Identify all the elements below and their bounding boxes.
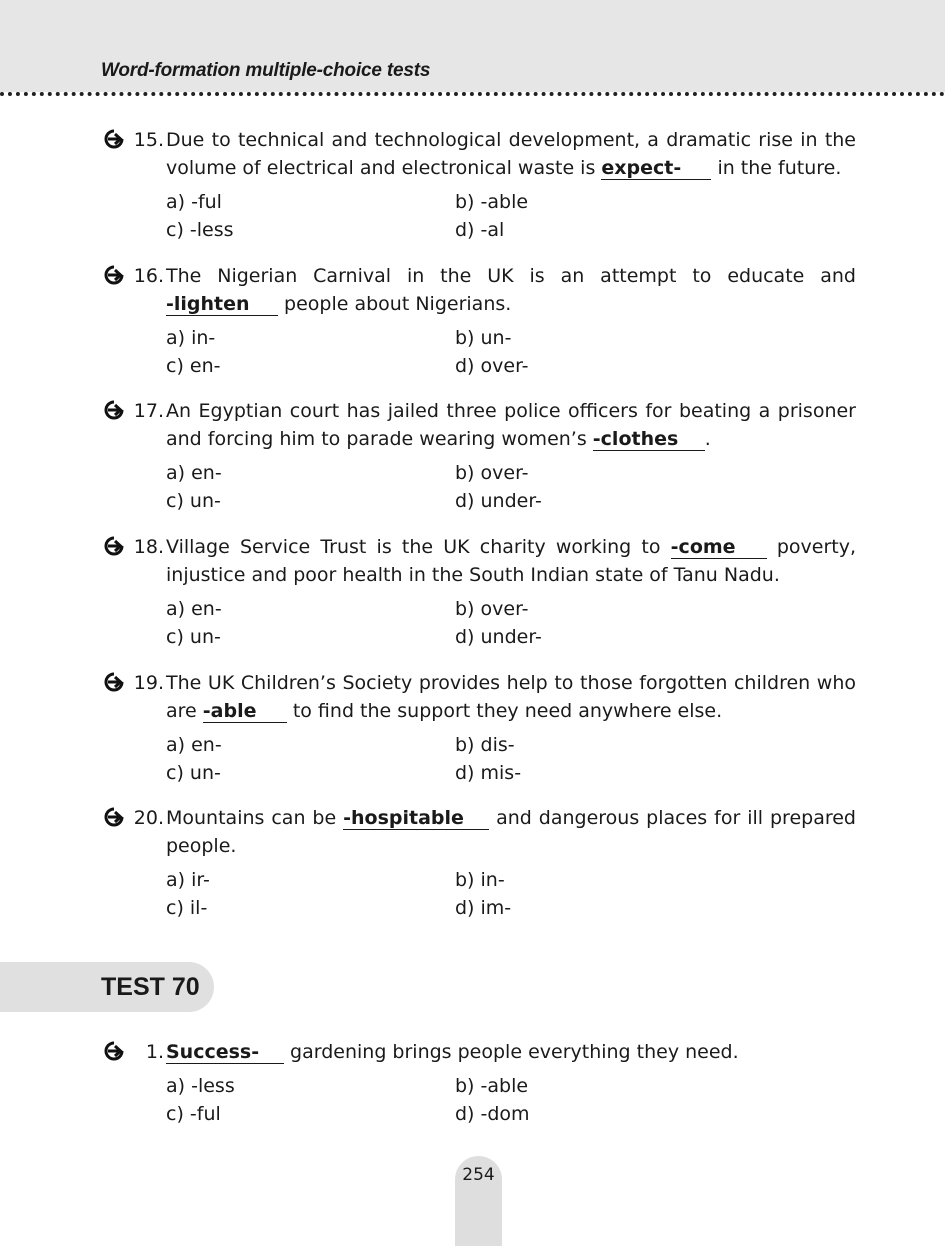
option-d[interactable]: d) over- (455, 355, 529, 377)
answer-gap: -lighten (166, 293, 278, 316)
question-number: 19. (133, 672, 164, 694)
question-text: Mountains can be -hospitable and dangerous places for ill prepared people. (166, 807, 856, 857)
header-title: Word-formation multiple-choice tests (101, 60, 431, 81)
arrow-bullet-icon (103, 535, 125, 557)
option-c[interactable]: c) un- (166, 626, 221, 648)
answer-gap: -hospitable (343, 807, 489, 830)
option-c[interactable]: c) -less (166, 219, 234, 241)
option-b[interactable]: b) un- (455, 327, 512, 349)
option-b[interactable]: b) -able (455, 1075, 529, 1097)
option-a[interactable]: a) -less (166, 1075, 235, 1097)
question-text: Due to technical and technological development, a dramatic rise in the volume of electrical and electronical waste is expect- in the future. (166, 129, 856, 179)
question-text: Village Service Trust is the UK charity working to -come poverty, injustice and poor health in the South Indian state of Tanu Nadu. (166, 536, 857, 586)
arrow-bullet-icon (103, 806, 125, 828)
option-c[interactable]: c) un- (166, 490, 221, 512)
option-a[interactable]: a) en- (166, 734, 222, 756)
test-title: TEST 70 (101, 973, 200, 1001)
answer-gap: -clothes (593, 428, 705, 451)
option-b[interactable]: b) -able (455, 191, 529, 213)
question-number: 16. (133, 265, 164, 287)
question-number: 15. (133, 129, 164, 151)
question-text: The UK Children’s Society provides help to those forgotten children who are -able to find the support they need anywhere else. (166, 672, 856, 722)
question-text: The Nigerian Carnival in the UK is an attempt to educate and -lighten people about Nigerians. (166, 265, 856, 315)
answer-gap: Success- (166, 1041, 284, 1064)
option-c[interactable]: c) un- (166, 762, 221, 784)
arrow-bullet-icon (103, 264, 125, 286)
question-number: 20. (133, 807, 164, 829)
option-c[interactable]: c) il- (166, 897, 208, 919)
option-d[interactable]: d) under- (455, 626, 542, 648)
option-b[interactable]: b) dis- (455, 734, 515, 756)
header-divider (0, 92, 945, 96)
option-a[interactable]: a) en- (166, 462, 222, 484)
arrow-bullet-icon (103, 399, 125, 421)
option-b[interactable]: b) over- (455, 462, 529, 484)
answer-gap: -able (203, 700, 287, 723)
option-b[interactable]: b) over- (455, 598, 529, 620)
question-text: An Egyptian court has jailed three police officers for beating a prisoner and forcing him to parade wearing women’s -clothes . (166, 400, 856, 450)
option-a[interactable]: a) ir- (166, 869, 210, 891)
option-d[interactable]: d) im- (455, 897, 512, 919)
question-number: 17. (133, 400, 164, 422)
question-number: 18. (133, 536, 164, 558)
question-number: 1. (145, 1041, 164, 1063)
arrow-bullet-icon (103, 128, 125, 150)
question-text: Success- gardening brings people everything they need. (166, 1041, 739, 1063)
page-number: 254 (462, 1165, 495, 1185)
option-c[interactable]: c) en- (166, 355, 221, 377)
option-a[interactable]: a) en- (166, 598, 222, 620)
option-a[interactable]: a) in- (166, 327, 216, 349)
option-d[interactable]: d) -dom (455, 1103, 530, 1125)
option-d[interactable]: d) -al (455, 219, 505, 241)
option-b[interactable]: b) in- (455, 869, 505, 891)
option-d[interactable]: d) under- (455, 490, 542, 512)
option-c[interactable]: c) -ful (166, 1103, 221, 1125)
answer-gap: expect- (601, 157, 711, 180)
arrow-bullet-icon (103, 671, 125, 693)
answer-gap: -come (671, 536, 767, 559)
option-a[interactable]: a) -ful (166, 191, 222, 213)
option-d[interactable]: d) mis- (455, 762, 522, 784)
arrow-bullet-icon (103, 1040, 125, 1062)
